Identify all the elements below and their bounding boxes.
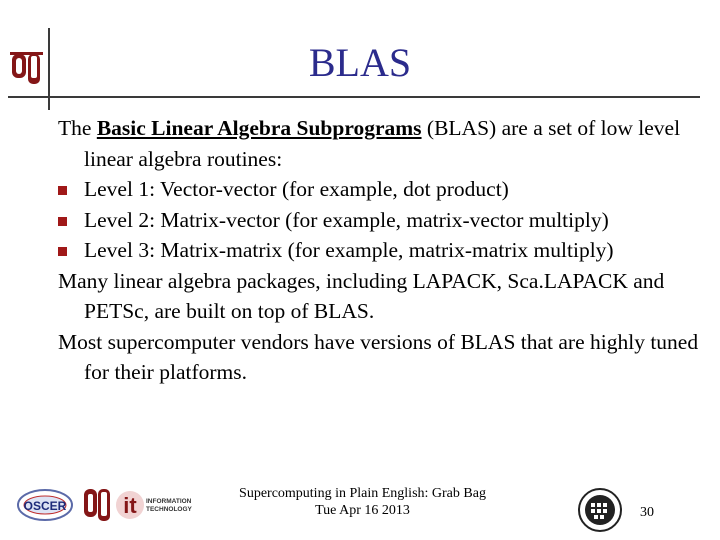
svg-text:it: it <box>123 493 137 518</box>
seal-logo-icon <box>577 488 623 532</box>
oscer-logo-text: OSCER <box>23 499 67 513</box>
bullet-square-icon <box>58 186 67 195</box>
bullet-item <box>58 174 708 205</box>
it-logo-line1: INFORMATION <box>146 498 192 505</box>
bullet-item <box>58 235 708 266</box>
footer-caption <box>200 485 525 519</box>
intro-suffix: (BLAS) are a set of low level linear algebra routines: <box>84 116 681 171</box>
blas-link[interactable]: Basic Linear Algebra Subprograms <box>96 116 422 140</box>
horizontal-rule <box>8 96 700 98</box>
vendors-paragraph: Most supercomputer vendors have versions of BLAS that are highly tuned for their platforms. <box>58 329 699 384</box>
slide-body <box>58 113 708 388</box>
footer-course-title: Supercomputing in Plain English: Grab Bag <box>239 486 486 501</box>
it-logo-line2: TECHNOLOGY <box>146 506 192 513</box>
ou-logo-icon <box>10 46 46 90</box>
intro-prefix: The <box>58 116 97 140</box>
slide-title: BLAS <box>308 40 412 85</box>
bullet-item <box>58 205 708 236</box>
ou-footer-logo-icon <box>84 489 110 521</box>
packages-paragraph: Many linear algebra packages, including LAPACK, Sca.LAPACK and PETSc, are built on top of BLAS. <box>58 268 665 323</box>
bullet-square-icon <box>58 247 67 256</box>
bullet-square-icon <box>58 217 67 226</box>
slide-number: 30 <box>640 505 654 520</box>
bullet-text: Level 2: Matrix-vector (for example, matrix-vector multiply) <box>84 207 609 232</box>
footer-logos <box>16 483 206 527</box>
bullet-text: Level 3: Matrix-matrix (for example, matrix-matrix multiply) <box>84 238 614 262</box>
footer-date: Tue Apr 16 2013 <box>315 503 410 518</box>
oscer-logo-icon <box>18 490 72 520</box>
intro-paragraph <box>58 113 708 174</box>
it-logo-icon <box>116 491 193 519</box>
bullet-text: Level 1: Vector-vector (for example, dot product) <box>84 177 509 201</box>
